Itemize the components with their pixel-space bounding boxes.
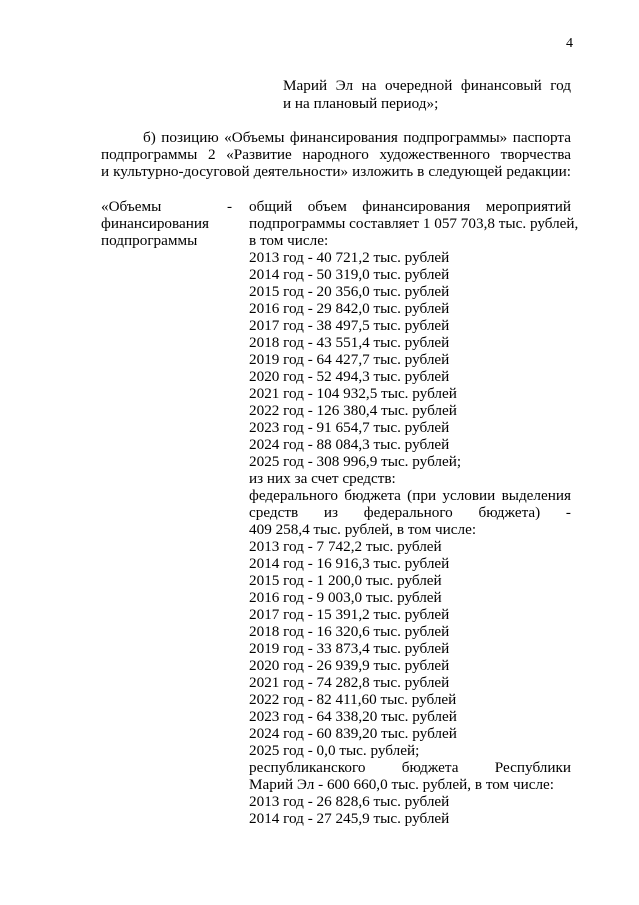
funding-line: 409 258,4 тыс. рублей, в том числе: [249,521,477,538]
funding-line: 2018 год - 43 551,4 тыс. рублей [249,334,450,351]
funding-line: 2017 год - 15 391,2 тыс. рублей [249,606,450,623]
funding-line: республиканского бюджета Республики [249,759,571,776]
funding-line: 2025 год - 0,0 тыс. рублей; [249,742,420,759]
funding-line: 2015 год - 1 200,0 тыс. рублей [249,572,442,589]
funding-line: 2014 год - 16 916,3 тыс. рублей [249,555,450,572]
funding-line: 2020 год - 26 939,9 тыс. рублей [249,657,450,674]
separator-dash: - [227,198,233,215]
left-label-line-1: «Объемы [101,198,162,215]
left-label-line-3: подпрограммы [101,232,198,249]
paragraph-line-2: подпрограммы 2 «Развитие народного художественного творчества [101,146,571,163]
paragraph-line-3: и культурно-досуговой деятельности» изложить в следующей редакции: [101,163,571,180]
funding-line: 2020 год - 52 494,3 тыс. рублей [249,368,450,385]
funding-line: 2023 год - 91 654,7 тыс. рублей [249,419,450,436]
funding-line: 2024 год - 60 839,20 тыс. рублей [249,725,457,742]
funding-line: 2016 год - 9 003,0 тыс. рублей [249,589,442,606]
funding-line: федерального бюджета (при условии выделения [249,487,571,504]
funding-line: 2022 год - 82 411,60 тыс. рублей [249,691,457,708]
funding-line: 2017 год - 38 497,5 тыс. рублей [249,317,450,334]
page-number: 4 [566,36,573,51]
funding-line: 2021 год - 104 932,5 тыс. рублей [249,385,457,402]
funding-line: 2019 год - 33 873,4 тыс. рублей [249,640,450,657]
funding-line: 2013 год - 7 742,2 тыс. рублей [249,538,442,555]
funding-line: 2014 год - 50 319,0 тыс. рублей [249,266,450,283]
header-line-1: Марий Эл на очередной финансовый год [283,77,571,94]
funding-line: 2025 год - 308 996,9 тыс. рублей; [249,453,462,470]
left-label [101,198,235,249]
funding-details [249,198,579,827]
funding-line: 2019 год - 64 427,7 тыс. рублей [249,351,450,368]
paragraph-line-1: б) позицию «Объемы финансирования подпрограммы» паспорта [143,129,571,146]
funding-line: 2024 год - 88 084,3 тыс. рублей [249,436,450,453]
left-label-line-2: финансирования [101,215,209,232]
funding-line: 2014 год - 27 245,9 тыс. рублей [249,810,450,827]
funding-line: 2023 год - 64 338,20 тыс. рублей [249,708,457,725]
funding-line: 2016 год - 29 842,0 тыс. рублей [249,300,450,317]
funding-line: 2013 год - 26 828,6 тыс. рублей [249,793,450,810]
funding-line: общий объем финансирования мероприятий [249,198,571,215]
funding-line: 2013 год - 40 721,2 тыс. рублей [249,249,450,266]
funding-line: из них за счет средств: [249,470,396,487]
funding-line: 2022 год - 126 380,4 тыс. рублей [249,402,457,419]
funding-line: 2021 год - 74 282,8 тыс. рублей [249,674,450,691]
funding-line: средств из федерального бюджета) - [249,504,571,521]
funding-line: Марий Эл - 600 660,0 тыс. рублей, в том числе: [249,776,555,793]
funding-line: в том числе: [249,232,329,249]
funding-line: подпрограммы составляет 1 057 703,8 тыс. рублей, [249,215,579,232]
funding-line: 2018 год - 16 320,6 тыс. рублей [249,623,450,640]
header-line-2: и на плановый период»; [283,95,439,112]
funding-line: 2015 год - 20 356,0 тыс. рублей [249,283,450,300]
